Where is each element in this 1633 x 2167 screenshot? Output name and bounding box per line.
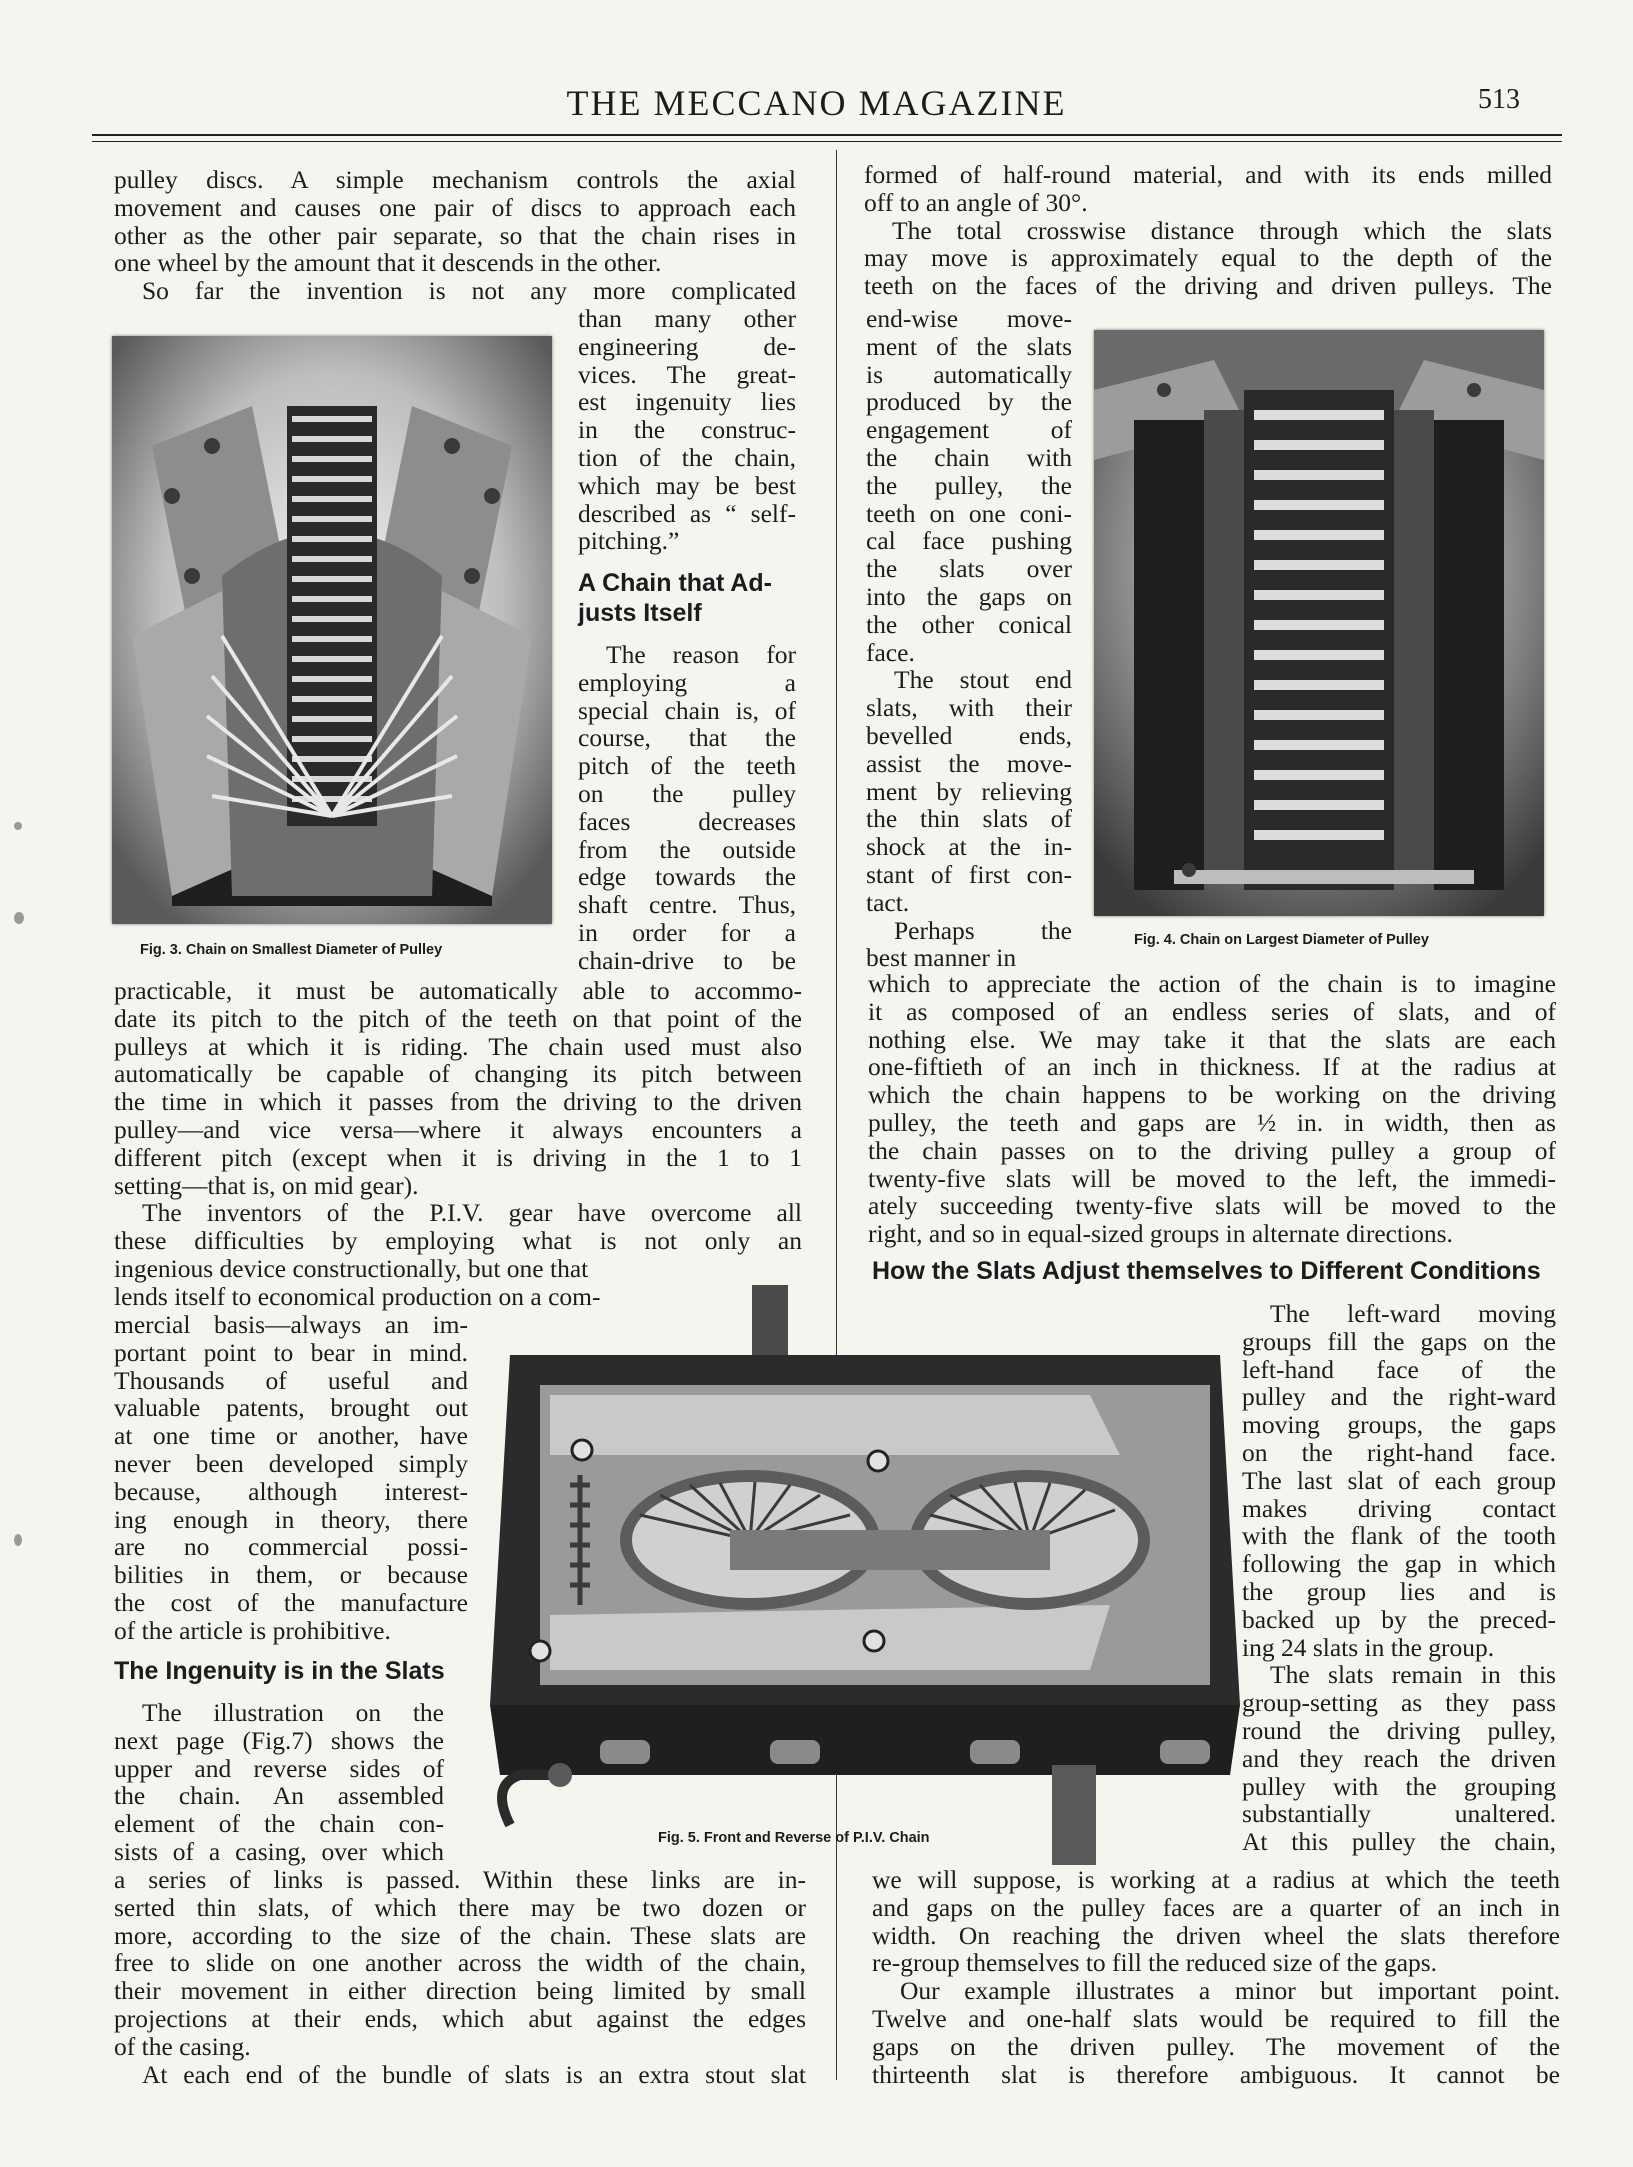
text-line: into the gaps on bbox=[866, 581, 1072, 611]
text-line: of the casing. bbox=[114, 2031, 251, 2061]
text-line: in order for a bbox=[578, 917, 796, 947]
section-heading-slats-adjust: How the Slats Adjust themselves to Different Conditions bbox=[872, 1257, 1541, 1285]
scan-speck bbox=[14, 912, 24, 924]
text-line: bilities in them, or because bbox=[114, 1560, 468, 1590]
text-line: At this pulley the chain, bbox=[1242, 1827, 1556, 1857]
text-line: chain-drive to be bbox=[578, 945, 796, 975]
section-heading-ingenuity: The Ingenuity is in the Slats bbox=[114, 1657, 445, 1685]
page-number: 513 bbox=[1478, 84, 1520, 115]
text-line: pulley discs. A simple mechanism controls the axial bbox=[114, 165, 796, 194]
text-line: ingenious device constructionally, but one that bbox=[114, 1253, 589, 1283]
text-line: portant point to bear in mind. bbox=[114, 1337, 468, 1367]
text-line: more, according to the size of the chain. These slats are bbox=[114, 1920, 806, 1950]
figure-4-caption: Fig. 4. Chain on Largest Diameter of Pulley bbox=[1134, 932, 1429, 948]
text-line: movement and causes one pair of discs to approach each bbox=[114, 192, 796, 222]
text-line: and they reach the driven bbox=[1242, 1743, 1556, 1773]
text-line: produced by the bbox=[866, 387, 1072, 417]
text-line: one-fiftieth of an inch in thickness. If at the radius at bbox=[868, 1052, 1556, 1082]
magazine-title: THE MECCANO MAGAZINE bbox=[566, 83, 1067, 123]
text-line: and gaps on the pulley faces are a quarter of an inch in bbox=[872, 1892, 1560, 1922]
text-line: upper and reverse sides of bbox=[114, 1753, 444, 1783]
text-line: projections at their ends, which abut against the edges bbox=[114, 2003, 806, 2033]
text-line: described as “ self- bbox=[578, 498, 796, 528]
text-line: teeth on one coni- bbox=[866, 498, 1072, 528]
right-paragraph-4-full bbox=[868, 970, 1556, 1248]
text-line: free to slide on one another across the width of the chain, bbox=[114, 1948, 806, 1978]
text-line: serted thin slats, of which there may be two dozen or bbox=[114, 1892, 806, 1922]
text-line: one wheel by the amount that it descends in the other. bbox=[114, 248, 662, 278]
text-line: pitching.” bbox=[578, 526, 680, 556]
text-line: Twelve and one-half slats would be required to fill the bbox=[872, 2003, 1560, 2033]
text-line: bevelled ends, bbox=[866, 720, 1072, 750]
text-line: may move is approximately equal to the depth of the bbox=[864, 243, 1552, 273]
left-paragraph-5-full bbox=[114, 1866, 806, 2088]
left-paragraph-3-full bbox=[114, 977, 802, 1311]
left-paragraph-2-wrap bbox=[578, 305, 796, 555]
text-line: ment by relieving bbox=[866, 776, 1072, 806]
figure-4-photo bbox=[1094, 330, 1544, 916]
text-line: pulley with the grouping bbox=[1242, 1771, 1556, 1801]
left-paragraph-1 bbox=[114, 166, 796, 305]
text-line: on the right-hand face. bbox=[1242, 1437, 1556, 1467]
text-line: substantially unaltered. bbox=[1242, 1799, 1556, 1829]
text-line: Thousands of useful and bbox=[114, 1365, 468, 1395]
text-line: groups fill the gaps on the bbox=[1242, 1326, 1556, 1356]
figure-3-photo bbox=[112, 336, 552, 924]
text-line: engineering de- bbox=[578, 331, 796, 361]
heading-line: A Chain that Ad- bbox=[578, 569, 772, 597]
text-line: the time in which it passes from the driving to the driven bbox=[114, 1087, 802, 1117]
text-line: ately succeeding twenty-five slats will be moved to the bbox=[868, 1191, 1556, 1221]
text-line: the chain with bbox=[866, 442, 1072, 472]
text-line: tion of the chain, bbox=[578, 442, 796, 472]
text-line: edge towards the bbox=[578, 862, 796, 892]
left-paragraph-5-wrap bbox=[114, 1699, 444, 1866]
text-line: ment of the slats bbox=[866, 331, 1072, 361]
scan-speck bbox=[14, 822, 22, 830]
text-line: nothing else. We may take it that the slats are each bbox=[868, 1024, 1556, 1054]
text-line: the pulley, the bbox=[866, 470, 1072, 500]
text-line: est ingenuity lies bbox=[578, 387, 796, 417]
text-line: from the outside bbox=[578, 834, 796, 864]
text-line: with the flank of the tooth bbox=[1242, 1521, 1556, 1551]
text-line: cal face pushing bbox=[866, 526, 1072, 556]
header-rule bbox=[92, 134, 1562, 136]
text-line: following the gap in which bbox=[1242, 1549, 1556, 1579]
text-line: faces decreases bbox=[578, 806, 796, 836]
text-line: twenty-five slats will be moved to the left, the immedi- bbox=[868, 1163, 1556, 1193]
text-line: in the construc- bbox=[578, 415, 796, 445]
text-line: The reason for bbox=[606, 640, 796, 669]
text-line: the other conical bbox=[866, 609, 1072, 639]
text-line: Perhaps the bbox=[894, 915, 1072, 945]
text-line: the group lies and is bbox=[1242, 1576, 1556, 1606]
text-line: other as the other pair separate, so that the chain rises in bbox=[114, 220, 796, 250]
text-line: which may be best bbox=[578, 470, 796, 500]
right-paragraph-2-wrap bbox=[866, 305, 1072, 972]
text-line: end-wise move- bbox=[866, 304, 1072, 333]
text-line: mercial basis—always an im- bbox=[114, 1310, 468, 1339]
section-heading-chain-adjusts bbox=[578, 568, 798, 628]
text-line: vices. The great- bbox=[578, 359, 796, 389]
text-line: pulley—and vice versa—where it always encounters a bbox=[114, 1114, 802, 1144]
text-line: shaft centre. Thus, bbox=[578, 890, 796, 920]
text-line: re-group themselves to fill the reduced size of the gaps. bbox=[872, 1948, 1438, 1978]
text-line: is automatically bbox=[866, 359, 1072, 389]
text-line: shock at the in- bbox=[866, 832, 1072, 862]
text-line: a series of links is passed. Within these links are in- bbox=[114, 1865, 806, 1894]
text-line: practicable, it must be automatically able to accommo- bbox=[114, 976, 802, 1005]
text-line: of the article is prohibitive. bbox=[114, 1615, 391, 1645]
text-line: which to appreciate the action of the chain is to imagine bbox=[868, 969, 1556, 998]
text-line: gaps on the driven pulley. The movement of the bbox=[872, 2031, 1560, 2061]
text-line: group-setting as they pass bbox=[1242, 1688, 1556, 1718]
figure-3-caption: Fig. 3. Chain on Smallest Diameter of Pulley bbox=[140, 942, 443, 958]
text-line: stant of first con- bbox=[866, 859, 1072, 889]
text-line: ing enough in theory, there bbox=[114, 1504, 468, 1534]
text-line: date its pitch to the pitch of the teeth on that point of the bbox=[114, 1003, 802, 1033]
text-line: valuable patents, brought out bbox=[114, 1393, 468, 1423]
text-line: on the pulley bbox=[578, 778, 796, 808]
text-line: the slats over bbox=[866, 554, 1072, 584]
text-line: pulley, the teeth and gaps are ½ in. in width, then as bbox=[868, 1107, 1556, 1137]
text-line: The total crosswise distance through which the slats bbox=[892, 215, 1552, 245]
text-line: the chain. An assembled bbox=[114, 1781, 444, 1811]
text-line: pulleys at which it is riding. The chain used must also bbox=[114, 1031, 802, 1061]
text-line: slats, with their bbox=[866, 693, 1072, 723]
text-line: So far the invention is not any more complicated bbox=[142, 276, 796, 306]
text-line: sists of a casing, over which bbox=[114, 1836, 444, 1866]
text-line: lends itself to economical production on a com- bbox=[114, 1281, 601, 1311]
text-line: pitch of the teeth bbox=[578, 751, 796, 781]
figure-5-caption: Fig. 5. Front and Reverse of P.I.V. Chain bbox=[658, 1830, 930, 1846]
text-line: because, although interest- bbox=[114, 1476, 468, 1506]
left-paragraph-3-wrap bbox=[578, 641, 796, 975]
right-paragraph-6-full bbox=[872, 1866, 1560, 2088]
text-line: special chain is, of bbox=[578, 695, 796, 725]
text-line: course, that the bbox=[578, 723, 796, 753]
text-line: next page (Fig.7) shows the bbox=[114, 1725, 444, 1755]
text-line: are no commercial possi- bbox=[114, 1532, 468, 1562]
text-line: moving groups, the gaps bbox=[1242, 1410, 1556, 1440]
text-line: it as composed of an endless series of slats, and of bbox=[868, 996, 1556, 1026]
text-line: right, and so in equal-sized groups in alternate directions. bbox=[868, 1219, 1453, 1249]
left-paragraph-4-wrap bbox=[114, 1311, 468, 1645]
text-line: width. On reaching the driven wheel the slats therefore bbox=[872, 1920, 1560, 1950]
text-line: face. bbox=[866, 637, 915, 667]
text-line: their movement in either direction being limited by small bbox=[114, 1976, 806, 2006]
text-line: automatically be capable of changing its pitch between bbox=[114, 1059, 802, 1089]
text-line: the thin slats of bbox=[866, 804, 1072, 834]
header-rule-thin bbox=[92, 141, 1562, 142]
text-line: employing a bbox=[578, 667, 796, 697]
text-line: The stout end bbox=[894, 665, 1072, 695]
text-line: At each end of the bundle of slats is an extra stout slat bbox=[142, 2059, 806, 2089]
text-line: The inventors of the P.I.V. gear have overcome all bbox=[142, 1198, 802, 1228]
text-line: thirteenth slat is therefore ambiguous. It cannot be bbox=[872, 2059, 1560, 2089]
text-line: off to an angle of 30°. bbox=[864, 187, 1088, 217]
text-line: we will suppose, is working at a radius at which the teeth bbox=[872, 1865, 1560, 1894]
text-line: tact. bbox=[866, 887, 910, 917]
scan-speck bbox=[14, 1534, 22, 1546]
text-line: best manner in bbox=[866, 943, 1017, 973]
text-line: setting—that is, on mid gear). bbox=[114, 1170, 419, 1200]
text-line: engagement of bbox=[866, 415, 1072, 445]
text-line: ing 24 slats in the group. bbox=[1242, 1632, 1495, 1662]
text-line: at one time or another, have bbox=[114, 1421, 468, 1451]
text-line: formed of half-round material, and with its ends milled bbox=[864, 160, 1552, 189]
text-line: the chain passes on to the driving pulley a group of bbox=[868, 1135, 1556, 1165]
text-line: which the chain happens to be working on the driving bbox=[868, 1080, 1556, 1110]
text-line: pulley and the right-ward bbox=[1242, 1382, 1556, 1412]
text-line: the cost of the manufacture bbox=[114, 1587, 468, 1617]
text-line: round the driving pulley, bbox=[1242, 1715, 1556, 1745]
text-line: The left-ward moving bbox=[1270, 1299, 1556, 1328]
text-line: these difficulties by employing what is not only an bbox=[114, 1226, 802, 1256]
text-line: The last slat of each group bbox=[1242, 1465, 1556, 1495]
right-paragraph-1 bbox=[864, 161, 1552, 300]
text-line: teeth on the faces of the driving and driven pulleys. The bbox=[864, 271, 1552, 301]
text-line: left-hand face of the bbox=[1242, 1354, 1556, 1384]
text-line: backed up by the preced- bbox=[1242, 1604, 1556, 1634]
heading-line: justs Itself bbox=[578, 599, 702, 627]
text-line: never been developed simply bbox=[114, 1448, 468, 1478]
right-paragraph-5-wrap bbox=[1242, 1300, 1556, 1856]
text-line: The slats remain in this bbox=[1270, 1660, 1556, 1690]
text-line: different pitch (except when it is driving in the 1 to 1 bbox=[114, 1142, 802, 1172]
figure-5-photo bbox=[470, 1285, 1250, 1865]
text-line: assist the move- bbox=[866, 748, 1072, 778]
text-line: makes driving contact bbox=[1242, 1493, 1556, 1523]
text-line: than many other bbox=[578, 304, 796, 333]
text-line: Our example illustrates a minor but important point. bbox=[900, 1976, 1560, 2006]
text-line: The illustration on the bbox=[142, 1698, 444, 1727]
text-line: element of the chain con- bbox=[114, 1809, 444, 1839]
